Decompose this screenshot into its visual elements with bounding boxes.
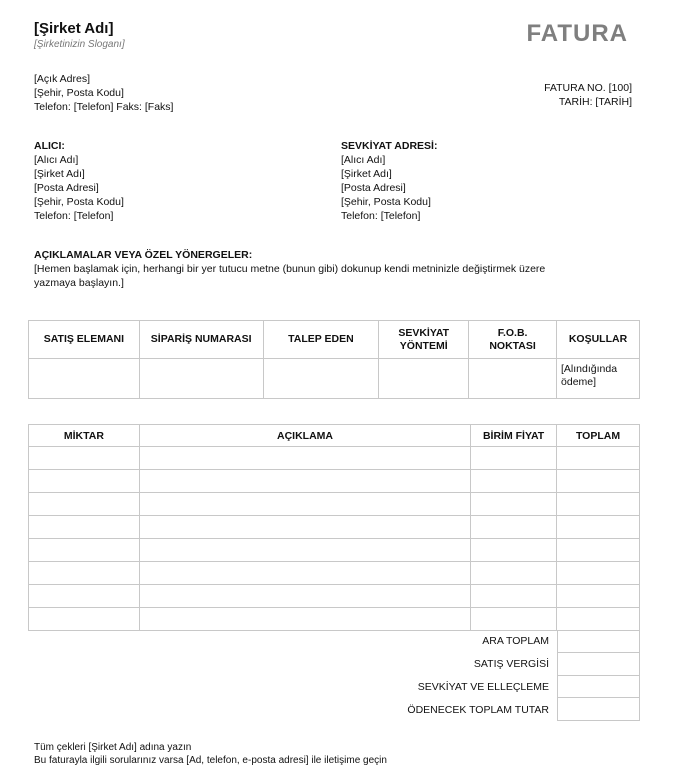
cell-line-total[interactable] (557, 608, 640, 631)
cell-quantity[interactable] (29, 608, 140, 631)
header-requested-by: TALEP EDEN (263, 321, 379, 359)
header-terms: KOŞULLAR (557, 321, 640, 359)
footer-payable-line[interactable]: Tüm çekleri [Şirket Adı] adına yazın (34, 742, 192, 753)
cell-order-number[interactable] (139, 359, 263, 399)
cell-line-total[interactable] (557, 493, 640, 516)
cell-line-total[interactable] (557, 516, 640, 539)
cell-terms[interactable]: [Alındığında ödeme] (557, 359, 640, 399)
cell-quantity[interactable] (29, 493, 140, 516)
order-info-table (28, 320, 640, 399)
cell-unit-price[interactable] (471, 562, 557, 585)
shipping-label: SEVKİYAT VE ELLEÇLEME (417, 680, 549, 693)
address-street[interactable]: [Açık Adres] (34, 73, 91, 85)
cell-ship-method[interactable] (379, 359, 469, 399)
cell-description[interactable] (139, 493, 470, 516)
bill-to-city[interactable]: [Şehir, Posta Kodu] (34, 196, 124, 208)
header-ship-method: SEVKİYAT YÖNTEMİ (379, 321, 469, 359)
total-due-label: ÖDENECEK TOPLAM TUTAR (407, 703, 549, 716)
cell-description[interactable] (139, 447, 470, 470)
cell-line-total[interactable] (557, 539, 640, 562)
company-slogan[interactable]: [Şirketinizin Sloganı] (34, 39, 125, 50)
shipping-value[interactable] (557, 676, 640, 699)
sales-tax-label: SATIŞ VERGİSİ (473, 658, 549, 671)
ship-to-phone[interactable]: Telefon: [Telefon] (341, 210, 421, 222)
instructions-block (34, 248, 545, 290)
invoice-number[interactable]: FATURA NO. [100] (544, 82, 632, 94)
cell-unit-price[interactable] (471, 447, 557, 470)
header-quantity: MİKTAR (29, 425, 140, 447)
ship-to-street[interactable]: [Posta Adresi] (341, 182, 406, 194)
ship-to-company[interactable]: [Şirket Adı] (341, 168, 392, 180)
invoice-info (544, 81, 632, 109)
cell-description[interactable] (139, 539, 470, 562)
cell-quantity[interactable] (29, 562, 140, 585)
bill-to-street[interactable]: [Posta Adresi] (34, 182, 99, 194)
table-row (29, 516, 640, 539)
bill-to-phone[interactable]: Telefon: [Telefon] (34, 210, 114, 222)
cell-quantity[interactable] (29, 539, 140, 562)
cell-unit-price[interactable] (471, 493, 557, 516)
header-salesperson: SATIŞ ELEMANI (29, 321, 140, 359)
cell-requested-by[interactable] (263, 359, 379, 399)
cell-fob-point[interactable] (469, 359, 557, 399)
header-unit-price: BİRİM FİYAT (471, 425, 557, 447)
cell-description[interactable] (139, 470, 470, 493)
cell-description[interactable] (139, 608, 470, 631)
cell-line-total[interactable] (557, 470, 640, 493)
sales-tax-value[interactable] (557, 653, 640, 676)
cell-line-total[interactable] (557, 562, 640, 585)
cell-description[interactable] (139, 562, 470, 585)
instructions-heading: AÇIKLAMALAR VEYA ÖZEL YÖNERGELER: (34, 249, 253, 261)
table-row (29, 493, 640, 516)
ship-to-city[interactable]: [Şehir, Posta Kodu] (341, 196, 431, 208)
order-header-row (29, 321, 640, 359)
footer-contact-line[interactable]: Bu faturayla ilgili sorularınız varsa [Ad, telefon, e-posta adresi] ile iletişime geçin (34, 755, 387, 766)
footer-note (34, 741, 387, 767)
ship-to-block (341, 139, 437, 223)
items-header-row (29, 425, 640, 447)
header-description: AÇIKLAMA (139, 425, 470, 447)
cell-description[interactable] (139, 516, 470, 539)
company-address (34, 72, 173, 114)
total-due-row (362, 698, 640, 721)
table-row (29, 470, 640, 493)
table-row (29, 608, 640, 631)
instructions-text-line1[interactable]: [Hemen başlamak için, herhangi bir yer tutucu metne (bunun gibi) dokunup kendi metninizle değiştirmek üzere (34, 263, 546, 275)
header-total: TOPLAM (557, 425, 640, 447)
items-table (28, 424, 640, 631)
sales-tax-row (362, 653, 640, 676)
company-name[interactable]: [Şirket Adı] (34, 20, 114, 37)
table-row (29, 539, 640, 562)
table-row (29, 585, 640, 608)
cell-line-total[interactable] (557, 585, 640, 608)
bill-to-company[interactable]: [Şirket Adı] (34, 168, 85, 180)
total-due-value[interactable] (557, 698, 640, 721)
cell-quantity[interactable] (29, 470, 140, 493)
table-row (29, 447, 640, 470)
address-phone-fax[interactable]: Telefon: [Telefon] Faks: [Faks] (34, 101, 174, 113)
subtotal-label: ARA TOPLAM (482, 635, 549, 648)
cell-line-total[interactable] (557, 447, 640, 470)
cell-unit-price[interactable] (471, 585, 557, 608)
bill-to-heading: ALICI: (34, 140, 65, 152)
ship-to-heading: SEVKİYAT ADRESİ: (341, 140, 438, 152)
cell-quantity[interactable] (29, 447, 140, 470)
shipping-row (362, 676, 640, 699)
cell-quantity[interactable] (29, 585, 140, 608)
table-row (29, 562, 640, 585)
header-fob-point: F.O.B. NOKTASI (469, 321, 557, 359)
ship-to-recipient[interactable]: [Alıcı Adı] (341, 154, 386, 166)
totals-block (362, 630, 640, 721)
bill-to-recipient[interactable]: [Alıcı Adı] (34, 154, 79, 166)
cell-unit-price[interactable] (471, 539, 557, 562)
document-title: FATURA (526, 20, 628, 47)
cell-unit-price[interactable] (471, 470, 557, 493)
invoice-date[interactable]: TARİH: [TARİH] (558, 96, 632, 108)
cell-salesperson[interactable] (29, 359, 140, 399)
address-city[interactable]: [Şehir, Posta Kodu] (34, 87, 124, 99)
subtotal-row (362, 630, 640, 653)
cell-unit-price[interactable] (471, 608, 557, 631)
subtotal-value[interactable] (557, 630, 640, 653)
header-order-number: SİPARİŞ NUMARASI (139, 321, 263, 359)
cell-unit-price[interactable] (471, 516, 557, 539)
bill-to-block (34, 139, 124, 223)
instructions-text-line2[interactable]: yazmaya başlayın.] (34, 277, 124, 289)
cell-quantity[interactable] (29, 516, 140, 539)
order-data-row (29, 359, 640, 399)
cell-description[interactable] (139, 585, 470, 608)
